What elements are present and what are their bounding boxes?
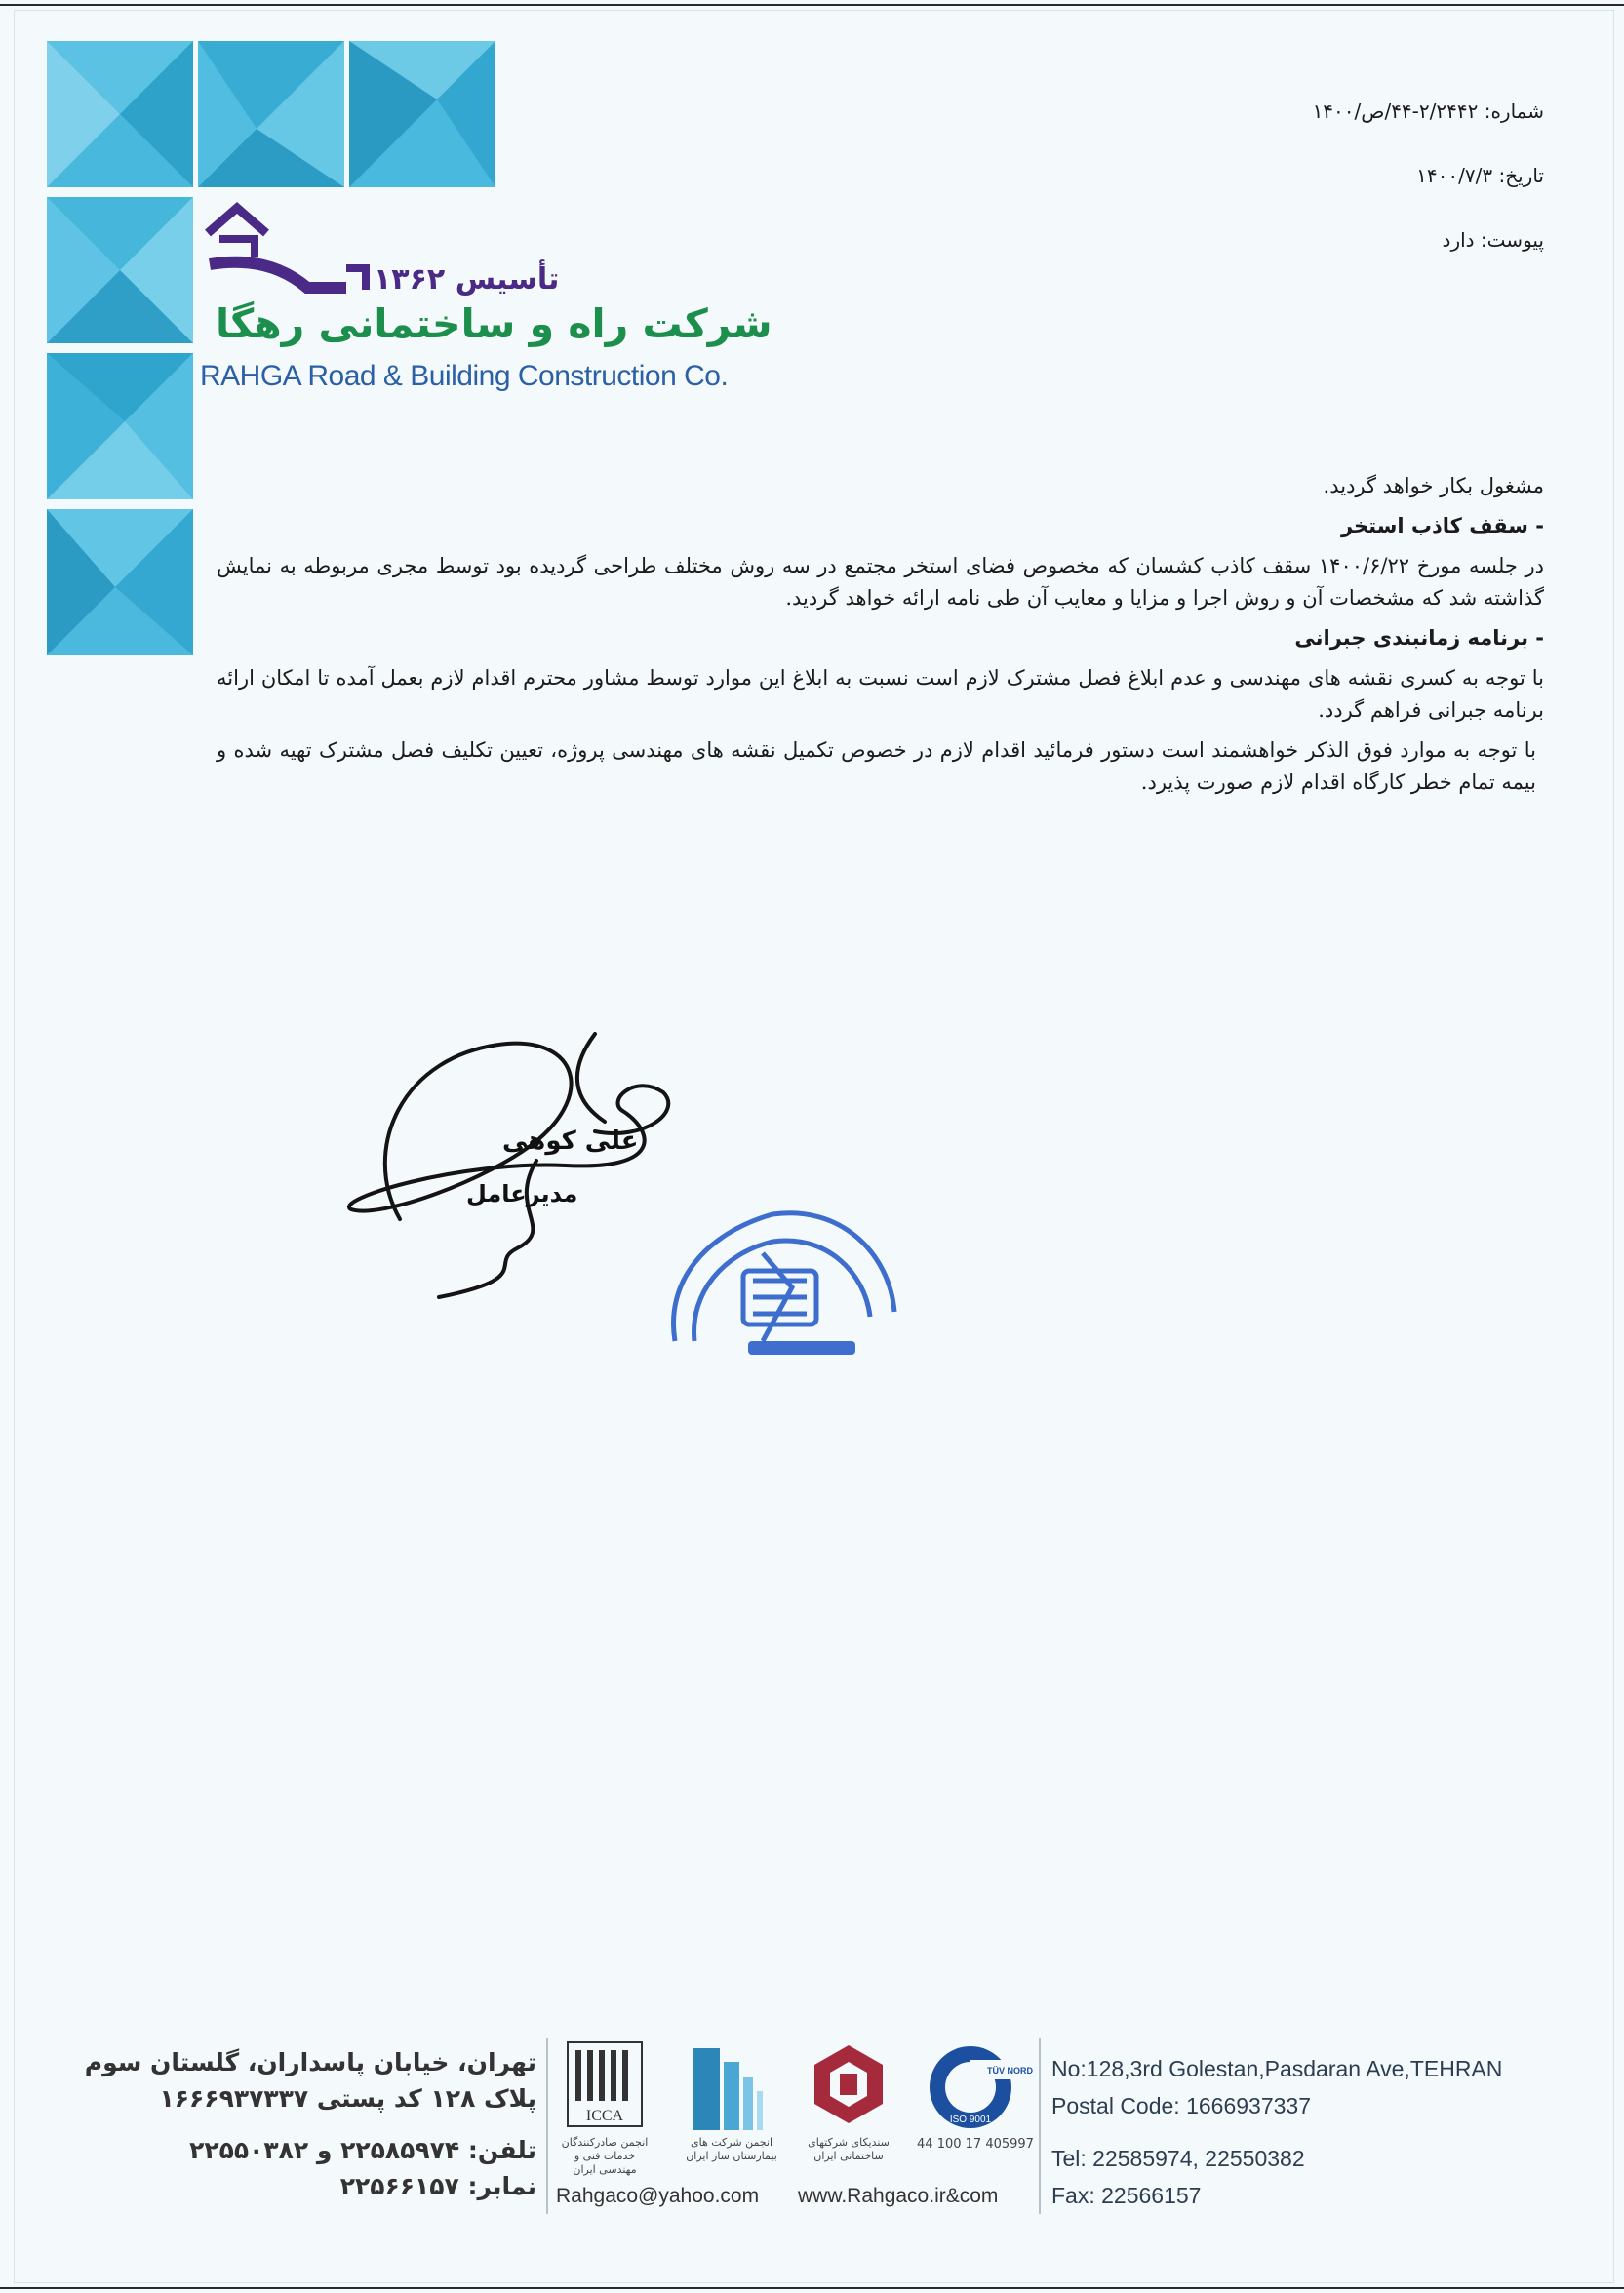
iso-number: 44 100 17 405997 [917, 2137, 1034, 2152]
letter-attachment: پیوست: دارد [1442, 228, 1544, 252]
letter-footer [0, 2029, 1624, 2234]
signatory-title: مدیرعامل [466, 1180, 578, 1207]
icca-text: ICCA [585, 2108, 624, 2124]
letter-number: شماره: ۲/۲۴۴۲-۴۴/ص/۱۴۰۰ [1312, 99, 1544, 123]
signatory-name: علی کوهی [502, 1127, 639, 1156]
stamp-seal-icon [646, 1195, 909, 1380]
address-line: پلاک ۱۲۸ کد پستی ۱۶۶۶۹۳۷۳۳۷ [159, 2084, 536, 2113]
body-paragraph: در جلسه مورخ ۱۴۰۰/۶/۲۲ سقف کاذب کشسان که مخصوص فضای استخر مجتمع در سه روش مختلف طراحی گردیده بود توسط مجری مربوطه به نمایش گذاشته شد که مشخصات آن و روش اجرا و مزایا و معایب آن طی نامه ارائه خواهد گردید. [217, 554, 1545, 610]
syndicate-logo [805, 2040, 892, 2132]
section-heading: - سقف کاذب استخر [1340, 514, 1544, 537]
footer-divider [546, 2038, 548, 2214]
fax-fa: نمابر: ۲۲۵۶۶۱۵۷ [339, 2172, 536, 2200]
icca-logo [566, 2040, 644, 2132]
website: www.Rahgaco.ir&com [798, 2185, 999, 2207]
syndicate-icon [805, 2040, 892, 2128]
top-edge [0, 4, 1624, 6]
letter-body [217, 470, 1544, 807]
tile [349, 41, 495, 187]
letter-meta [1313, 99, 1544, 293]
address-line: تهران، خیابان پاسداران، گلستان سوم [84, 2048, 536, 2076]
en-address: No:128,3rd Golestan,Pasdaran Ave,TEHRAN [1051, 2056, 1503, 2081]
footer-address-fa [85, 2048, 536, 2208]
buildings-icon [683, 2040, 780, 2133]
tile [47, 509, 193, 655]
bottom-edge [0, 2287, 1624, 2289]
tile [198, 41, 344, 187]
company-name-fa: شرکت راه و ساختمانی رهگا [216, 300, 772, 347]
founded-label: تأسیس ۱۳۶۲ [374, 262, 560, 297]
membership-logos [556, 2029, 1034, 2224]
tile [47, 353, 193, 499]
email-address: Rahgaco@yahoo.com [556, 2185, 760, 2207]
rahga-logo-icon [200, 200, 376, 307]
hospital-builders-logo [683, 2040, 780, 2137]
letter-date: تاریخ: ۱۴۰۰/۷/۳ [1416, 164, 1544, 187]
en-fax: Fax: 22566157 [1051, 2183, 1202, 2208]
tile [47, 197, 193, 343]
company-name-en: RAHGA Road & Building Construction Co. [200, 360, 729, 392]
en-postal-code: Postal Code: 1666937337 [1051, 2093, 1311, 2118]
body-paragraph: با توجه به موارد فوق الذکر خواهشمند است دستور فرمائید اقدام لازم در خصوص تکمیل نقشه های مهندسی پروژه، تعیین تکلیف فصل مشترک تهیه شده و بیمه تمام خطر کارگاه اقدام لازم صورت پذیرد. [217, 738, 1536, 794]
tuv-iso-icon [917, 2040, 1033, 2138]
phone-fa: تلفن: ۲۲۵۸۵۹۷۴ و ۲۲۵۵۰۳۸۲ [189, 2136, 536, 2164]
icca-icon [566, 2040, 644, 2128]
iso-text: ISO 9001 [949, 2115, 992, 2125]
syndicate-caption: سندیکای شرکتهای ساختمانی ایران [808, 2136, 890, 2162]
hospital-builders-caption: انجمن شرکت های بیمارستان ساز ایران [686, 2136, 777, 2162]
icca-caption: انجمن صادرکنندگان خدمات فنی و مهندسی ایران [561, 2136, 649, 2176]
body-paragraph: با توجه به کسری نقشه های مهندسی و عدم ابلاغ فصل مشترک لازم است نسبت به ابلاغ این موارد توسط مشاور محترم اقدام لازم بعمل آمده تا امکان ارائه برنامه جبرانی فراهم گردد. [217, 666, 1544, 722]
body-paragraph: مشغول بکار خواهد گردید. [1323, 474, 1544, 497]
iso-logo [917, 2040, 1033, 2142]
en-tel: Tel: 22585974, 22550382 [1051, 2146, 1305, 2171]
company-stamp [646, 1195, 909, 1380]
footer-address-en [1051, 2050, 1502, 2214]
tile [47, 41, 193, 187]
tuv-text: TÜV NORD [987, 2066, 1033, 2076]
footer-divider [1039, 2038, 1041, 2214]
section-heading: - برنامه زمانبندی جبرانی [1294, 626, 1544, 650]
company-logo [200, 200, 772, 395]
